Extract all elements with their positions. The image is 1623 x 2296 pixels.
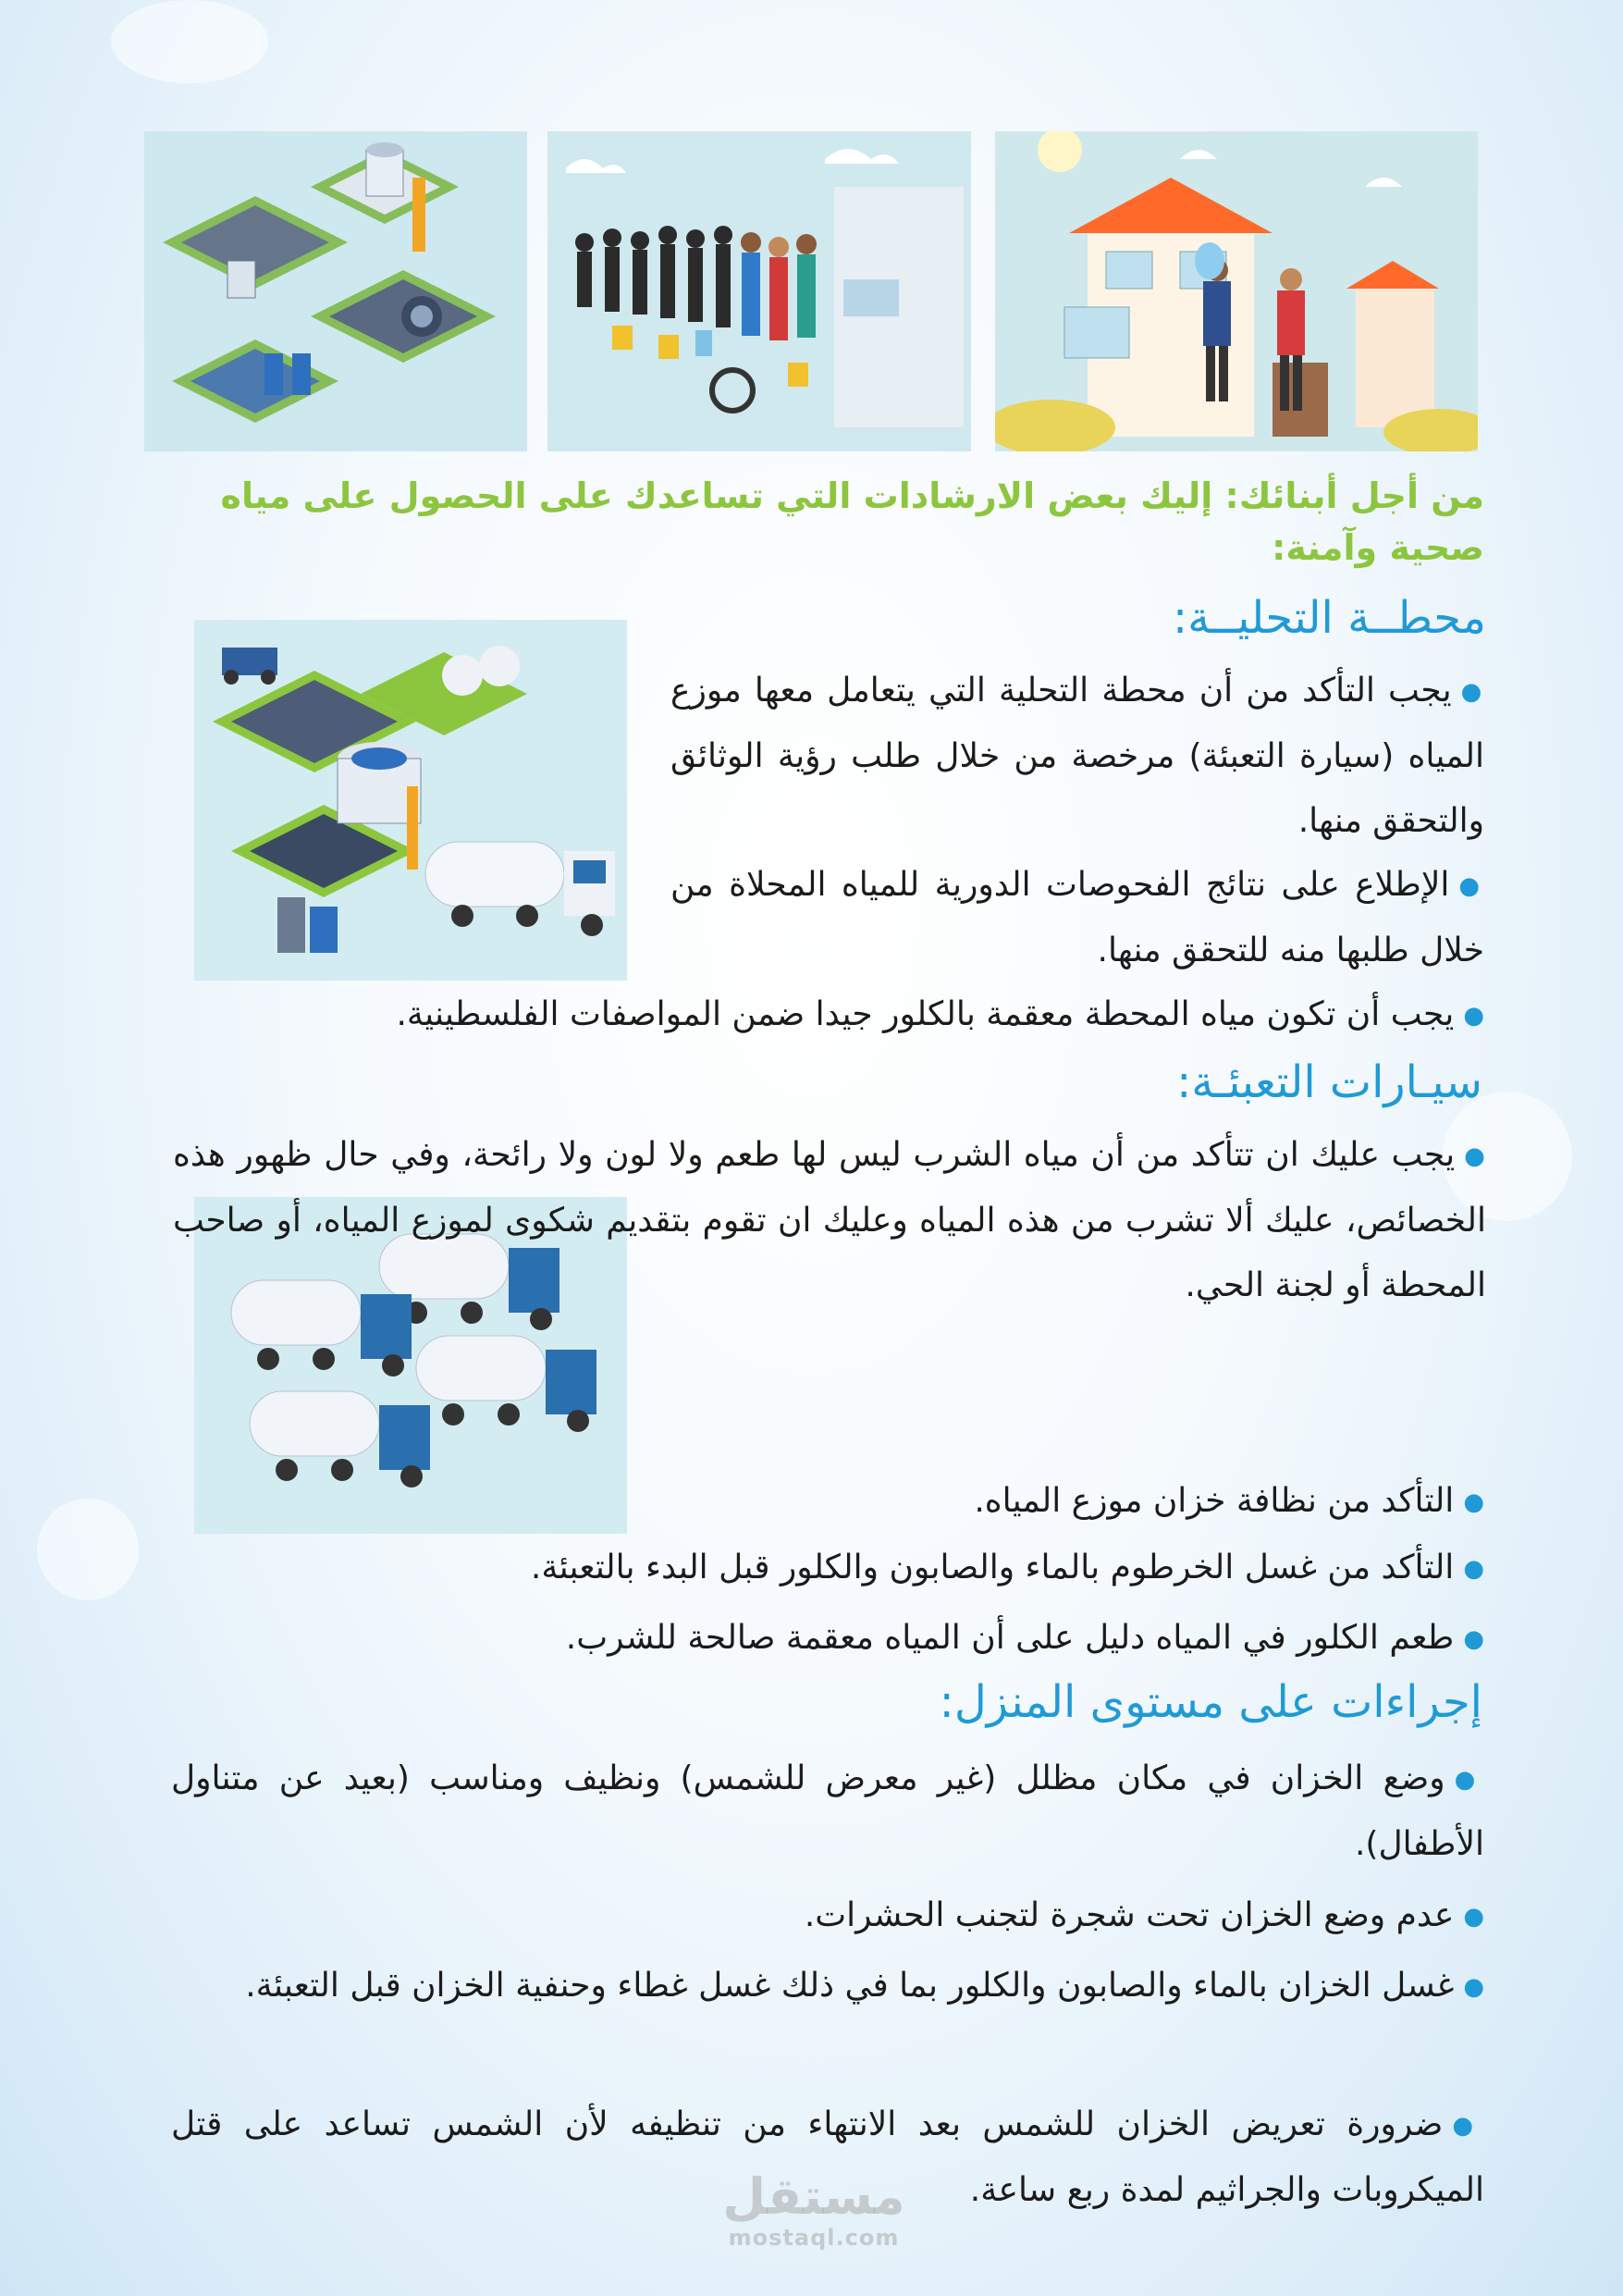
section-heading-home-procedures: إجراءات على مستوى المنزل: [939, 1676, 1482, 1728]
home-item-4: ● ضرورة تعريض الخزان للشمس بعد الانتهاء من تنظيفه لأن الشمس تساعد على قتل الميكروبات والجراثيم لمدة ربع ساعة. [171, 2092, 1484, 2223]
watermark-arabic: مستقل [722, 2167, 905, 2226]
watermark-latin: mostaql.com [728, 2225, 900, 2251]
home-item-1: ● وضع الخزان في مكان مظلل (غير معرض للشمس) ونظيف ومناسب (بعيد عن متناول الأطفال). [171, 1747, 1484, 1877]
water-treatment-plant-illustration [144, 131, 527, 451]
desalination-item-1: ● يجب التأكد من أن محطة التحلية التي يتعامل معها موزع المياه (سيارة التعبئة) مرخصة من خلال طلب رؤية الوثائق والتحقق منها. [670, 659, 1484, 854]
home-item-3: ● غسل الخزان بالماء والصابون والكلور بما في ذلك غسل غطاء وحنفية الخزان قبل التعبئة. [171, 1954, 1484, 2019]
background-bubble [37, 1499, 139, 1600]
tanker-item-3: ● التأكد من غسل الخرطوم بالماء والصابون والكلور قبل البدء بالتعبئة. [190, 1536, 1484, 1601]
home-item-2: ● عدم وضع الخزان تحت شجرة لتجنب الحشرات. [190, 1883, 1484, 1949]
tanker-item-2: ● التأكد من نظافة خزان موزع المياه. [670, 1469, 1484, 1535]
tanker-item-1: ● يجب عليك ان تتأكد من أن مياه الشرب ليس لها طعم ولا لون ولا رائحة، وفي حال ظهور هذه الخصائص، عليك ألا تشرب من هذه المياه وعليك ان تقوم بتقديم شكوى لموزع المياه، أو صاحب المحطة أو لجنة الحي. [173, 1123, 1486, 1318]
desalination-item-2: ● الإطلاع على نتائج الفحوصات الدورية للمياه المحلاة من خلال طلبها منه للتحقق منها. [670, 853, 1484, 983]
people-queue-water-illustration [547, 131, 971, 451]
section-heading-tanker-trucks: سيـارات التعبئـة: [1176, 1056, 1482, 1108]
background-bubble [111, 0, 268, 83]
intro-text: من أجل أبنائك: إليك بعض الارشادات التي تساعدك على الحصول على مياه صحية وآمنة: [220, 475, 1484, 568]
section-heading-desalination: محطــة التحليــة: [1172, 592, 1486, 644]
desalination-item-3: ● يجب أن تكون مياه المحطة معقمة بالكلور جيدا ضمن المواصفات الفلسطينية. [190, 982, 1484, 1048]
desalination-station-illustration [194, 620, 627, 981]
watermark-logo [712, 2169, 916, 2251]
house-water-delivery-illustration [995, 131, 1478, 451]
tanker-item-4: ● طعم الكلور في المياه دليل على أن المياه معقمة صالحة للشرب. [190, 1606, 1484, 1672]
